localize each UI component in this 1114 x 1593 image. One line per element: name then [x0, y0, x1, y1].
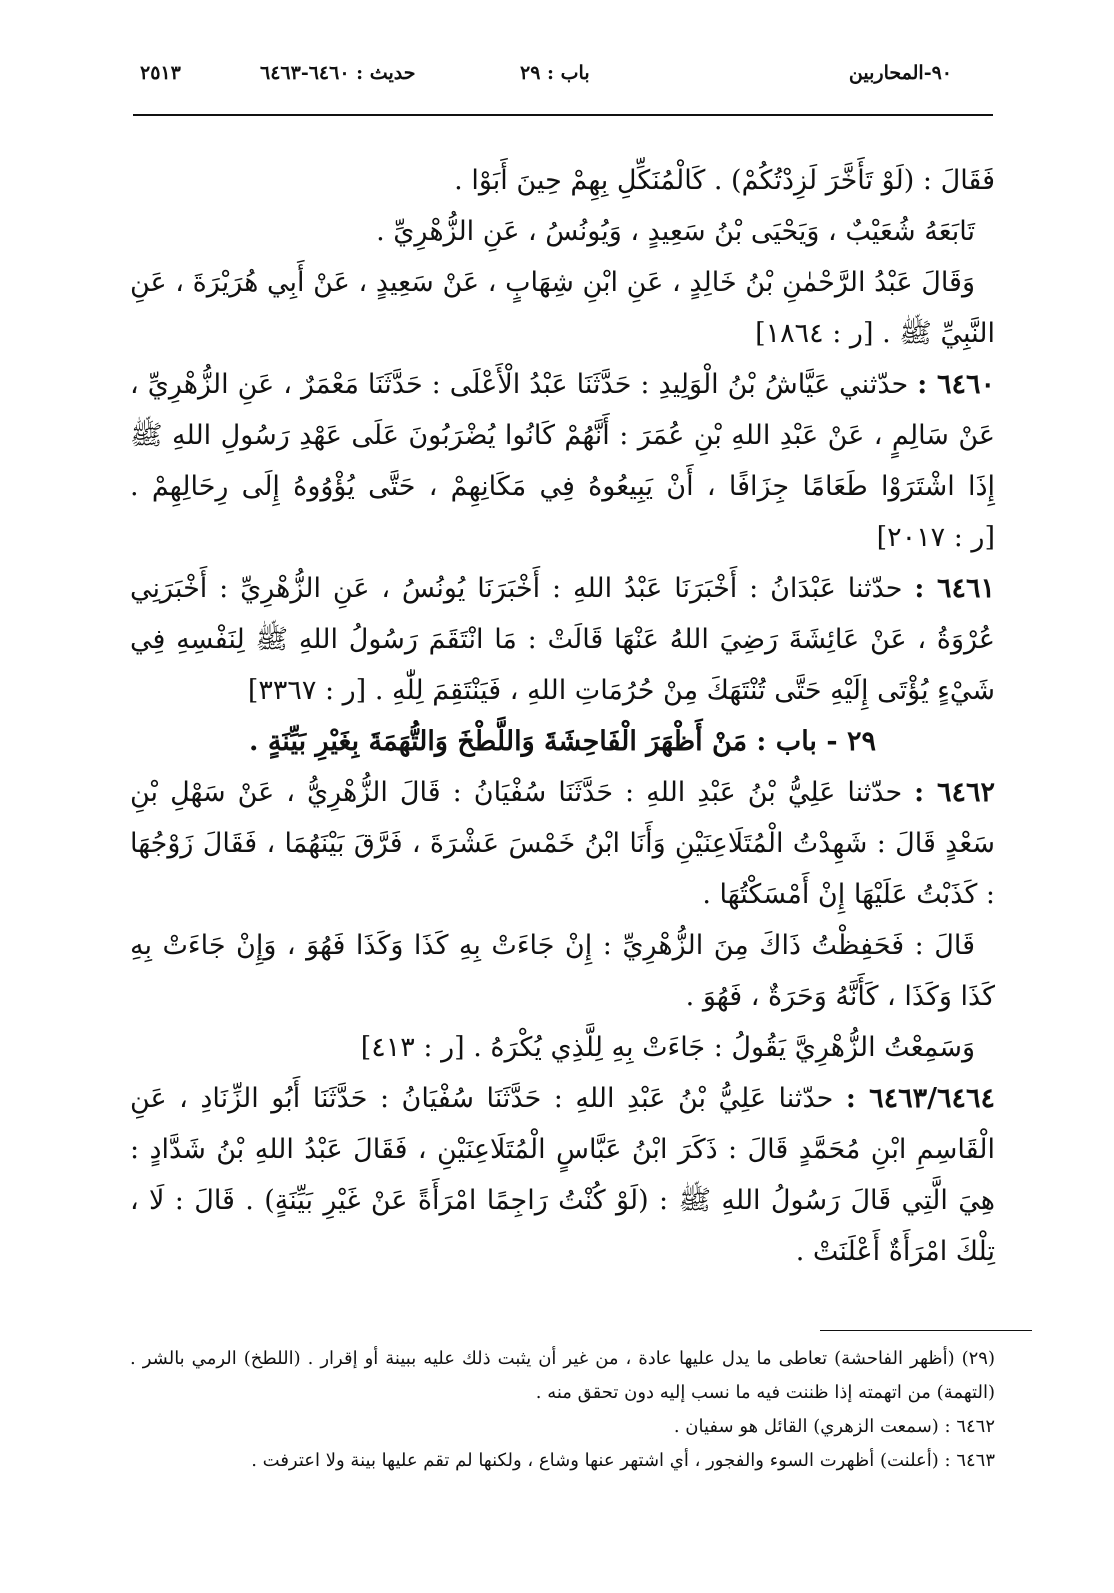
- footnote: (٢٩) (أظهر الفاحشة) تعاطى ما يدل عليها عادة ، من غير أن يثبت ذلك عليه ببينة أو إقرار . (اللطخ) الرمي بالشر . (التهمة) من اتهمته إذا ظننت فيه ما نسب إليه دون تحقق منه .: [130, 1348, 995, 1403]
- hadith-6463: [130, 1073, 995, 1277]
- running-header: [130, 62, 992, 102]
- header-book-title: ٩٠-المحاربين: [848, 62, 952, 84]
- header-chapter: باب : ٢٩: [520, 62, 590, 84]
- hadith-text: حدّثنا عَبْدَانُ : أَخْبَرَنَا عَبْدُ اللهِ : أَخْبَرَنَا يُونُسُ ، عَنِ الزُّهْرِيِّ : أَخْبَرَنِي عُرْوَةُ ، عَنْ عَائِشَةَ رَضِيَ اللهُ عَنْهَا قَالَتْ : مَا انْتَقَمَ رَسُولُ اللهِ ﷺ لِنَفْسِهِ فِي شَيْءٍ يُؤْتَى إِلَيْهِ حَتَّى تُنْتَهَكَ مِنْ حُرُمَاتِ اللهِ ، فَيَنْتَقِمَ لِلّٰهِ .: [130, 573, 995, 706]
- footnote: ٦٤٦٢ : (سمعت الزهري) القائل هو سفيان .: [673, 1416, 995, 1437]
- text-line: تَابَعَهُ شُعَيْبٌ ، وَيَحْيَى بْنُ سَعِيدٍ ، وَيُونُسُ ، عَنِ الزُّهْرِيِّ .: [376, 216, 975, 247]
- hadith-number: ٦٤٦٢ :: [914, 777, 995, 808]
- main-text: [130, 155, 995, 1277]
- hadith-number: ٦٤٦١ :: [914, 573, 995, 604]
- paragraph-text: وَقَالَ عَبْدُ الرَّحْمٰنِ بْنُ خَالِدٍ ، عَنِ ابْنِ شِهَابٍ ، عَنْ سَعِيدٍ ، عَنْ أَبِي هُرَيْرَةَ ، عَنِ النَّبِيِّ ﷺ .: [130, 267, 995, 349]
- header-divider: [133, 114, 993, 116]
- footnotes: [130, 1342, 995, 1478]
- text-paragraph: [130, 257, 995, 359]
- hadith-number: ٦٤٦٠ :: [917, 369, 995, 400]
- hadith-6461: [130, 563, 995, 716]
- cross-reference: [ر : ٣٣٦٧]: [247, 675, 367, 706]
- hadith-text: حدّثني عَيَّاشُ بْنُ الْوَلِيدِ : حَدَّثَنَا عَبْدُ الْأَعْلَى : حَدَّثَنَا مَعْمَرٌ ، عَنِ الزُّهْرِيِّ ، عَنْ سَالِمٍ ، عَنْ عَبْدِ اللهِ بْنِ عُمَرَ : أَنَّهُمْ كَانُوا يُضْرَبُونَ عَلَى عَهْدِ رَسُولِ اللهِ ﷺ إِذَا اشْتَرَوْا طَعَامًا جِزَافًا ، أَنْ يَبِيعُوهُ فِي مَكَانِهِمْ ، حَتَّى يُؤْوُوهُ إِلَى رِحَالِهِمْ .: [130, 369, 995, 502]
- hadith-text: حدّثنا عَلِيُّ بْنُ عَبْدِ اللهِ : حَدَّثَنَا سُفْيَانُ : قَالَ الزُّهْرِيُّ ، عَنْ سَهْلِ بْنِ سَعْدٍ قَالَ : شَهِدْتُ الْمُتَلَاعِنَيْنِ وَأَنَا ابْنُ خَمْسَ عَشْرَةَ ، فَرَّقَ بَيْنَهُمَا ، فَقَالَ زَوْجُهَا : كَذَبْتُ عَلَيْهَا إِنْ أَمْسَكْتُهَا .: [130, 777, 995, 910]
- chapter-title: ٢٩ - باب : مَنْ أَظْهَرَ الْفَاحِشَةَ وَاللَّطْخَ وَالتُّهَمَةَ بِغَيْرِ بَيِّنَةٍ .: [249, 726, 876, 757]
- cross-reference: [ر : ٢٠١٧]: [876, 522, 995, 553]
- hadith-6462: [130, 767, 995, 920]
- cross-reference: [ر : ١٨٦٤]: [755, 318, 874, 349]
- footnote-divider: [820, 1330, 1032, 1331]
- text-line: فَقَالَ : (لَوْ تَأَخَّرَ لَزِدْتُكُمْ) . كَالْمُنَكِّلِ بِهِمْ حِينَ أَبَوْا .: [454, 165, 995, 196]
- header-hadith-range: حديث : ٦٤٦٠-٦٤٦٣: [260, 62, 416, 84]
- text-paragraph: قَالَ : فَحَفِظْتُ ذَاكَ مِنَ الزُّهْرِيِّ : إِنْ جَاءَتْ بِهِ كَذَا وَكَذَا فَهُوَ ، وَإِنْ جَاءَتْ بِهِ كَذَا وَكَذَا ، كَأَنَّهُ وَحَرَةٌ ، فَهُوَ .: [130, 930, 995, 1012]
- cross-reference: [ر : ٤١٣]: [360, 1032, 465, 1063]
- footnote: ٦٤٦٣ : (أعلنت) أظهرت السوء والفجور ، أي اشتهر عنها وشاع ، ولكنها لم تقم عليها بينة ولا اعترفت .: [251, 1450, 995, 1471]
- header-page-number: ٢٥١٣: [140, 62, 181, 84]
- hadith-text: حدّثنا عَلِيُّ بْنُ عَبْدِ اللهِ : حَدَّثَنَا سُفْيَانُ : حَدَّثَنَا أَبُو الزِّنَادِ ، عَنِ الْقَاسِمِ ابْنِ مُحَمَّدٍ قَالَ : ذَكَرَ ابْنُ عَبَّاسٍ الْمُتَلَاعِنَيْنِ ، فَقَالَ عَبْدُ اللهِ بْنُ شَدَّادٍ : هِيَ الَّتِي قَالَ رَسُولُ اللهِ ﷺ : (لَوْ كُنْتُ رَاجِمًا امْرَأَةً عَنْ غَيْرِ بَيِّنَةٍ) . قَالَ : لَا ، تِلْكَ امْرَأَةٌ أَعْلَنَتْ .: [130, 1083, 995, 1267]
- paragraph-text: وَسَمِعْتُ الزُّهْرِيَّ يَقُولُ : جَاءَتْ بِهِ لِلَّذِي يُكْرَهُ .: [473, 1032, 975, 1063]
- text-paragraph: [130, 1022, 995, 1073]
- hadith-number: ٦٤٦٣/٦٤٦٤ :: [845, 1083, 995, 1114]
- hadith-6460: [130, 359, 995, 563]
